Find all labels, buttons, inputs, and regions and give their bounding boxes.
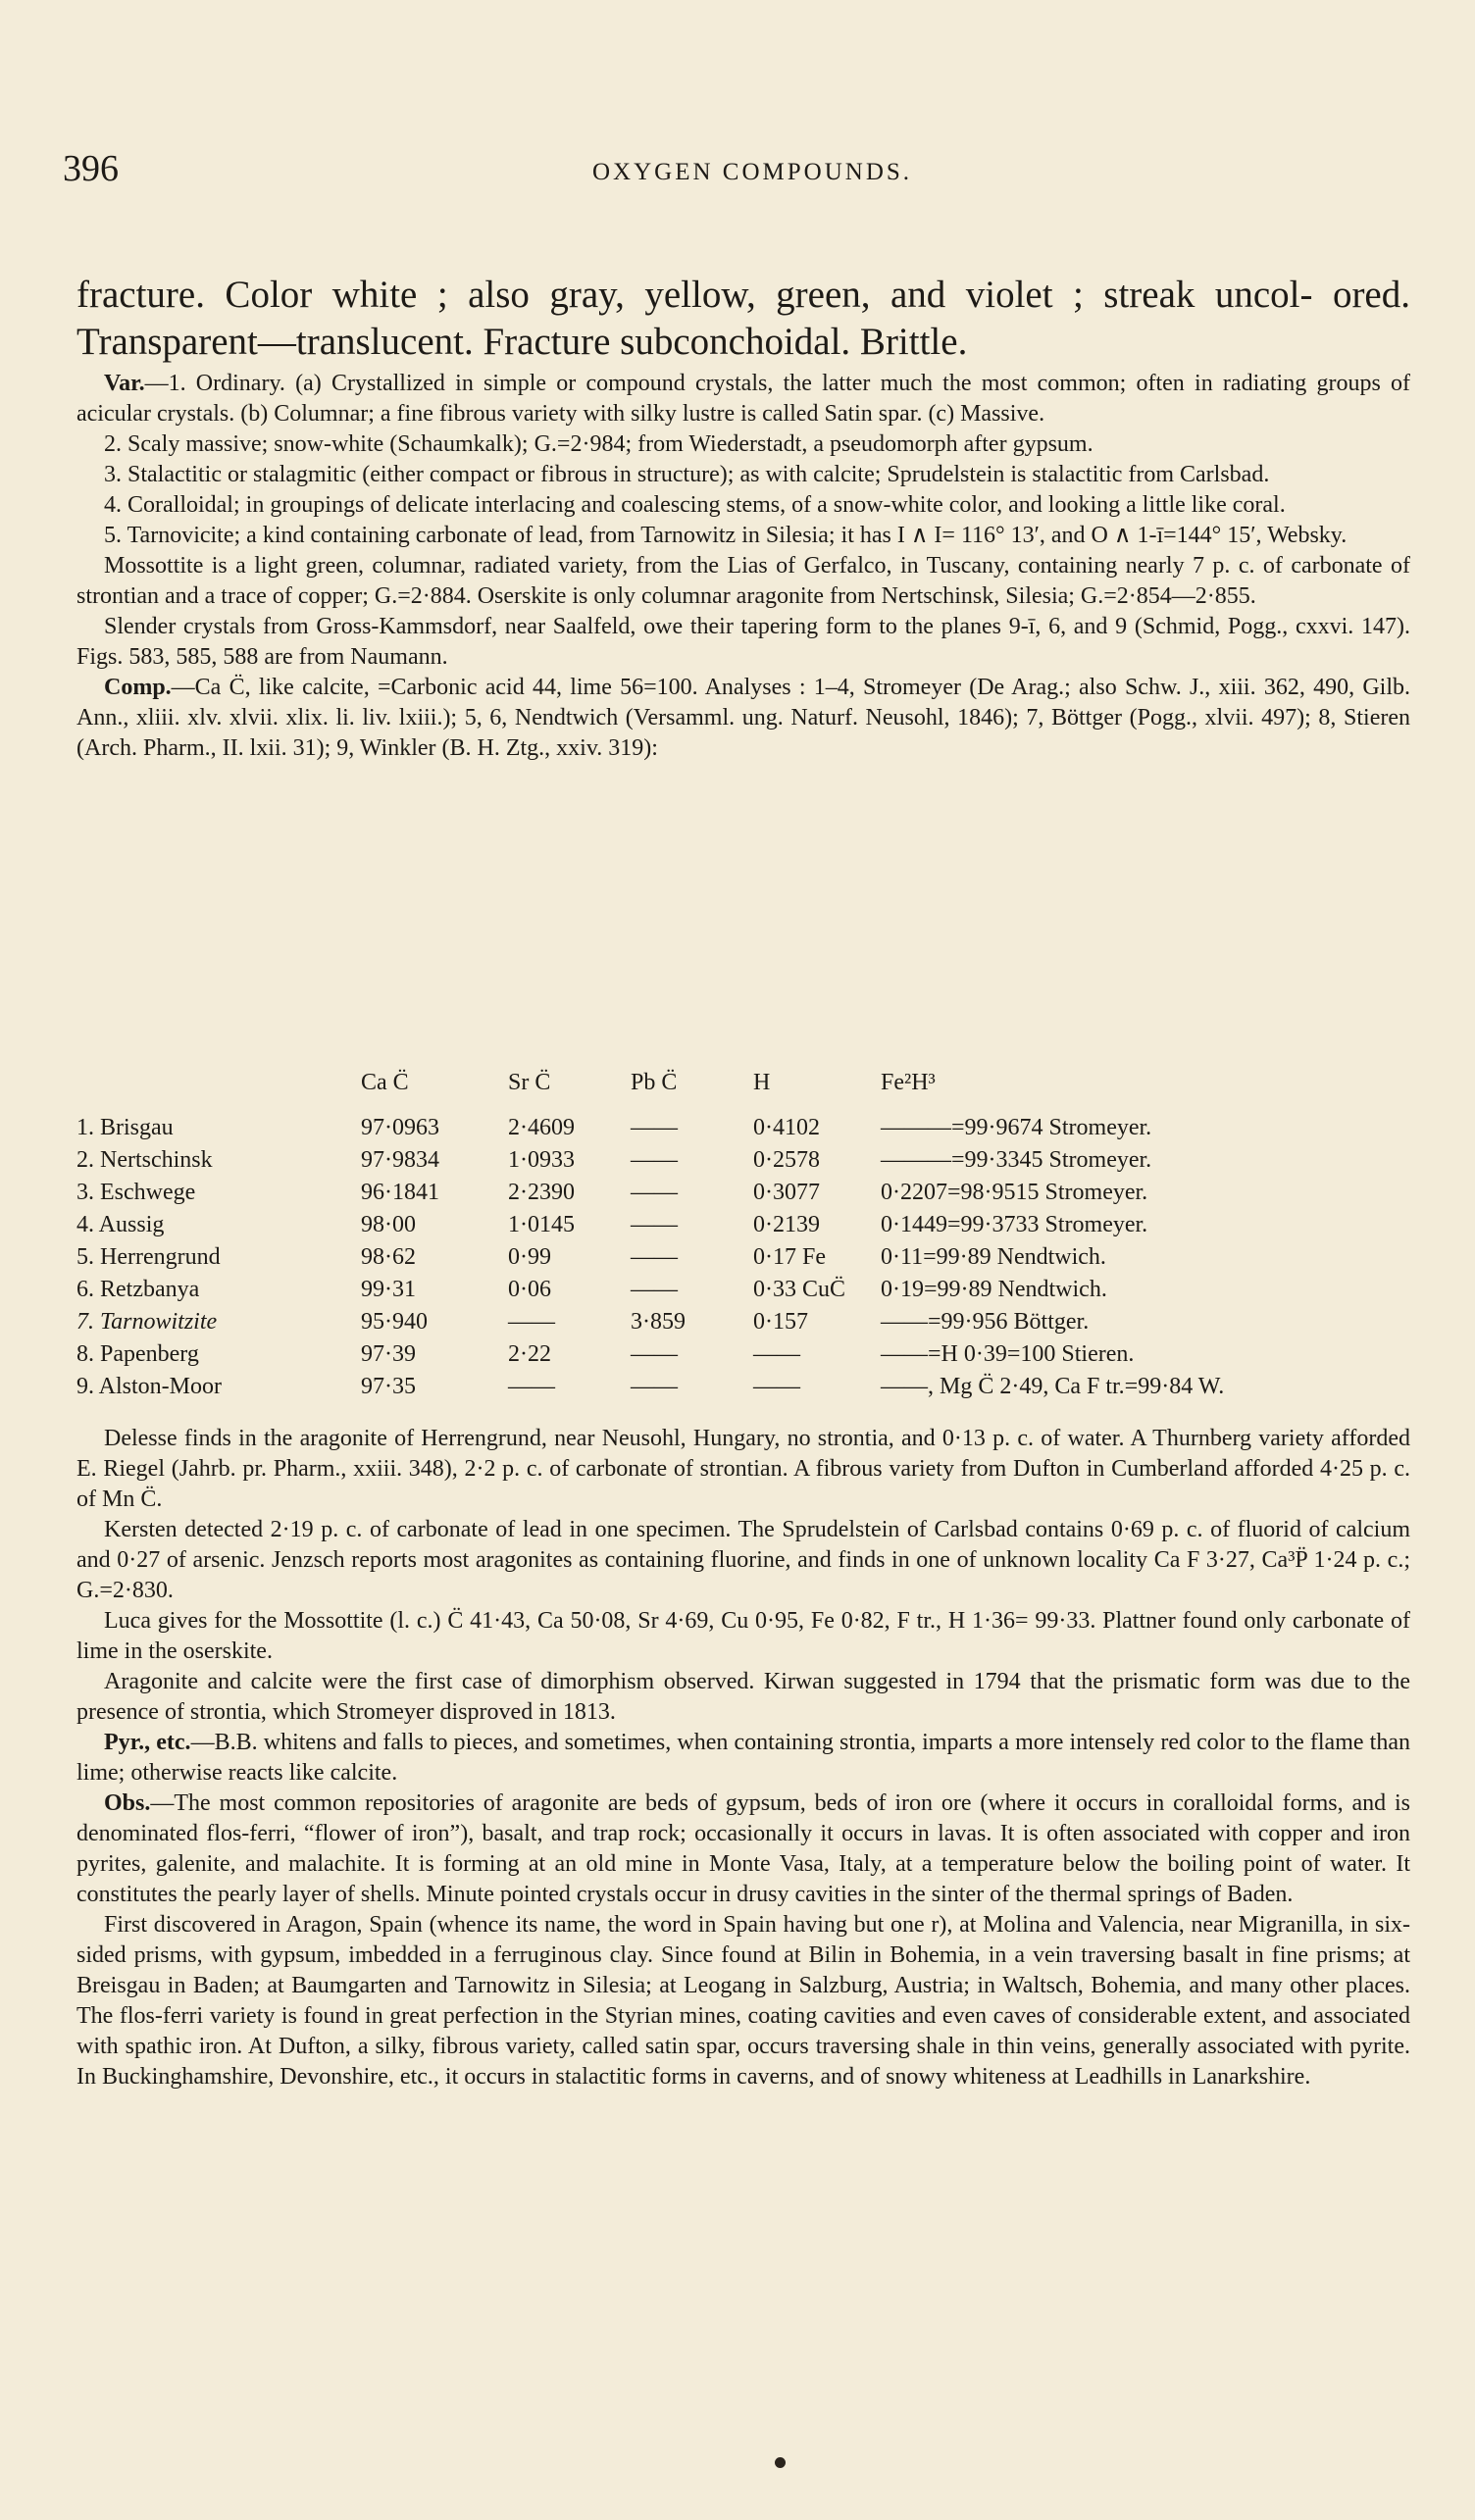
table-cell: 0·2207=98·9515 Stromeyer.	[881, 1180, 1148, 1205]
table-row	[76, 1371, 1410, 1403]
table-row	[76, 1144, 1410, 1177]
table-cell: 0·157	[753, 1309, 808, 1335]
analyses-table	[76, 1067, 1410, 1403]
table-cell: 0·06	[508, 1277, 551, 1302]
table-cell: 5. Herrengrund	[76, 1244, 221, 1270]
table-cell: 0·3077	[753, 1180, 820, 1205]
table-cell: ——	[508, 1309, 555, 1335]
table-cell: ——	[508, 1374, 555, 1399]
notes-paragraph-2: Kersten detected 2·19 p. c. of carbonate of lead in one specimen. The Sprudelstein of Carlsbad contains 0·69 p. c. of fluorid of calcium and 0·27 of arsenic. Jenzsch reports most aragonites as containing fluorine, and finds in one of unknown locality Ca F 3·27, Ca³P̈ 1·24 p. c.; G.=2·830.	[76, 1517, 1410, 1603]
table-cell: ——	[753, 1341, 800, 1367]
table-row	[76, 1177, 1410, 1209]
table-cell: ——	[631, 1115, 678, 1140]
column-header: Fe²H³	[881, 1069, 936, 1095]
column-header: H	[753, 1069, 771, 1095]
localities-paragraph: First discovered in Aragon, Spain (whence its name, the word in Spain having but one r), at Molina and Valencia, near Migranilla, in six-sided prisms, with gypsum, imbedded in a ferruginous clay. Since found at Bilin in Bohemia, in a vein traversing basalt in fine prisms; at Breisgau in Baden; at Baumgarten and Tarnowitz in Silesia; at Leogang in Salzburg, Austria; in Waltsch, Bohemia, and many other places. The flos-ferri variety is found in great perfection in the Styrian mines, coating cavities and even caves of considerable extent, and associated with spathic iron. At Dufton, a silky, fibrous variety, called satin spar, occurs traversing shale in thin veins, generally associated with pyrite. In Buckinghamshire, Devonshire, etc., it occurs in stalactitic forms in caverns, and of snowy whiteness at Leadhills in Lanarkshire.	[76, 1912, 1410, 2090]
var-paragraph-4: 4. Coralloidal; in groupings of delicate interlacing and coalescing stems, of a snow-white color, and looking a little like coral.	[104, 492, 1286, 518]
table-header-row	[76, 1067, 1410, 1112]
table-cell: 0·2578	[753, 1147, 820, 1173]
table-cell: 97·35	[361, 1374, 416, 1399]
table-cell: ———=99·9674 Stromeyer.	[881, 1115, 1152, 1140]
notes-paragraph-3: Luca gives for the Mossottite (l. c.) C̈ 41·43, Ca 50·08, Sr 4·69, Cu 0·95, Fe 0·82, F tr., H 1·36= 99·33. Plattner found only carbonate of lime in the oserskite.	[76, 1608, 1410, 1664]
column-header: Pb C̈	[631, 1069, 678, 1095]
table-cell: 1·0145	[508, 1212, 575, 1237]
table-cell: ——	[631, 1147, 678, 1173]
notes-paragraph-1: Delesse finds in the aragonite of Herrengrund, near Neusohl, Hungary, no strontia, and 0·13 p. c. of water. A Thurnberg variety afforded E. Riegel (Jahrb. pr. Pharm., xxiii. 348), 2·2 p. c. of carbonate of strontian. A fibrous variety from Dufton in Cumberland afforded 4·25 p. c. of Mn C̈.	[76, 1426, 1410, 1512]
table-cell: 95·940	[361, 1309, 428, 1335]
comp-heading: Comp.	[104, 675, 172, 700]
table-row	[76, 1306, 1410, 1338]
table-cell: 2. Nertschinsk	[76, 1147, 213, 1173]
table-row	[76, 1338, 1410, 1371]
table-cell: 0·2139	[753, 1212, 820, 1237]
table-cell: 0·17 Fe	[753, 1244, 826, 1270]
table-cell: 3·859	[631, 1309, 686, 1335]
var-paragraph-1: Var.—1. Ordinary. (a) Crystallized in simple or compound crystals, the latter much the most common; often in radiating groups of acicular crystals. (b) Columnar; a fine fibrous variety with silky lustre is called Satin spar. (c) Massive.	[76, 371, 1410, 427]
lead-paragraph: fracture. Color white ; also gray, yellow, green, and violet ; streak uncol- ored. Transparent—translucent. Fracture subconchoidal. Brittle.	[76, 274, 1410, 363]
table-cell: 1·0933	[508, 1147, 575, 1173]
table-cell: 97·9834	[361, 1147, 439, 1173]
table-cell: 98·62	[361, 1244, 416, 1270]
table-cell: 97·0963	[361, 1115, 439, 1140]
table-cell: 1. Brisgau	[76, 1115, 174, 1140]
var-paragraph-5: 5. Tarnovicite; a kind containing carbonate of lead, from Tarnowitz in Silesia; it has I ∧ I= 116° 13′, and O ∧ 1-ī=144° 15′, Websky.	[104, 523, 1348, 548]
column-header: Ca C̈	[361, 1069, 409, 1095]
table-row	[76, 1209, 1410, 1241]
notes-paragraph-4: Aragonite and calcite were the first case of dimorphism observed. Kirwan suggested in 1794 that the prismatic form was due to the presence of strontia, which Stromeyer disproved in 1813.	[76, 1669, 1410, 1725]
table-row	[76, 1274, 1410, 1306]
running-head: OXYGEN COMPOUNDS.	[592, 159, 913, 185]
table-cell: ——	[631, 1341, 678, 1367]
table-cell: 97·39	[361, 1341, 416, 1367]
table-cell: 3. Eschwege	[76, 1180, 196, 1205]
table-cell: 4. Aussig	[76, 1212, 165, 1237]
table-cell: ——	[753, 1374, 800, 1399]
var-heading: Var.	[104, 371, 145, 396]
table-cell: ———=99·3345 Stromeyer.	[881, 1147, 1152, 1173]
column-header: Sr C̈	[508, 1069, 551, 1095]
table-cell: 0·99	[508, 1244, 551, 1270]
var-paragraph-7: Slender crystals from Gross-Kammsdorf, near Saalfeld, owe their tapering form to the planes 9-ī, 6, and 9 (Schmid, Pogg., cxxvi. 147). Figs. 583, 585, 588 are from Naumann.	[76, 614, 1410, 670]
table-cell: ——=H 0·39=100 Stieren.	[881, 1341, 1135, 1367]
table-cell: 98·00	[361, 1212, 416, 1237]
table-cell: ——=99·956 Böttger.	[881, 1309, 1090, 1335]
column-header	[76, 1067, 361, 1112]
table-cell: 2·2390	[508, 1180, 575, 1205]
var-paragraph-2: 2. Scaly massive; snow-white (Schaumkalk); G.=2·984; from Wiederstadt, a pseudomorph after gypsum.	[104, 431, 1094, 457]
table-cell: 0·19=99·89 Nendtwich.	[881, 1277, 1107, 1302]
pyr-paragraph: Pyr., etc.—B.B. whitens and falls to pieces, and sometimes, when containing strontia, imparts a more intensely red color to the flame than lime; otherwise reacts like calcite.	[76, 1730, 1410, 1786]
table-row	[76, 1112, 1410, 1144]
table-cell: 99·31	[361, 1277, 416, 1302]
page-header	[63, 147, 1397, 196]
page-number: 396	[63, 148, 119, 189]
pyr-heading: Pyr., etc.	[104, 1730, 191, 1755]
var-paragraph-6: Mossottite is a light green, columnar, radiated variety, from the Lias of Gerfalco, in Tuscany, containing nearly 7 p. c. of carbonate of strontian and a trace of copper; G.=2·884. Oserskite is only columnar aragonite from Nertschinsk, Silesia; G.=2·854—2·855.	[76, 553, 1410, 609]
obs-heading: Obs.	[104, 1790, 151, 1816]
table-cell: ——, Mg C̈ 2·49, Ca F tr.=99·84 W.	[881, 1374, 1225, 1399]
table-cell: 8. Papenberg	[76, 1341, 199, 1367]
comp-paragraph: Comp.—Ca C̈, like calcite, =Carbonic acid 44, lime 56=100. Analyses : 1–4, Stromeyer (De Arag.; also Schw. J., xiii. 362, 490, Gilb. Ann., xliii. xlv. xlvii. xlix. li. liv. lxiii.); 5, 6, Nendtwich (Versamml. ung. Naturf. Neusohl, 1846); 7, Böttger (Pogg., xlvii. 497); 8, Stieren (Arch. Pharm., II. lxii. 31); 9, Winkler (B. H. Ztg., xxiv. 319):	[76, 675, 1410, 761]
table-cell: ——	[631, 1277, 678, 1302]
var-paragraph-3: 3. Stalactitic or stalagmitic (either compact or fibrous in structure); as with calcite; Sprudelstein is stalactitic from Carlsbad.	[104, 462, 1270, 487]
table-cell: ——	[631, 1212, 678, 1237]
table-row	[76, 1241, 1410, 1274]
table-cell: ——	[631, 1374, 678, 1399]
varieties-section	[76, 369, 1410, 764]
table-cell: 2·22	[508, 1341, 551, 1367]
table-cell: 0·33 CuC̈	[753, 1277, 846, 1302]
table-cell: 0·4102	[753, 1115, 820, 1140]
notes-section	[76, 1424, 1410, 2092]
table-cell: 6. Retzbanya	[76, 1277, 200, 1302]
table-cell: ——	[631, 1244, 678, 1270]
table-cell: 0·11=99·89 Nendtwich.	[881, 1244, 1106, 1270]
page-speck	[775, 2457, 786, 2468]
obs-paragraph: Obs.—The most common repositories of aragonite are beds of gypsum, beds of iron ore (where it occurs in coralloidal forms, and is denominated flos-ferri, “flower of iron”), basalt, and trap rock; occasionally it occurs in lavas. It is often associated with copper and iron pyrites, galenite, and malachite. It is forming at an old mine in Monte Vasa, Italy, at a temperature below the boiling point of water. It constitutes the pearly layer of shells. Minute pointed crystals occur in drusy cavities in the sinter of the thermal springs of Baden.	[76, 1790, 1410, 1907]
table-cell: ——	[631, 1180, 678, 1205]
table-cell: 0·1449=99·3733 Stromeyer.	[881, 1212, 1148, 1237]
table-cell: 96·1841	[361, 1180, 439, 1205]
table-cell: 7. Tarnowitzite	[76, 1309, 218, 1335]
table-cell: 2·4609	[508, 1115, 575, 1140]
table-cell: 9. Alston-Moor	[76, 1374, 223, 1399]
